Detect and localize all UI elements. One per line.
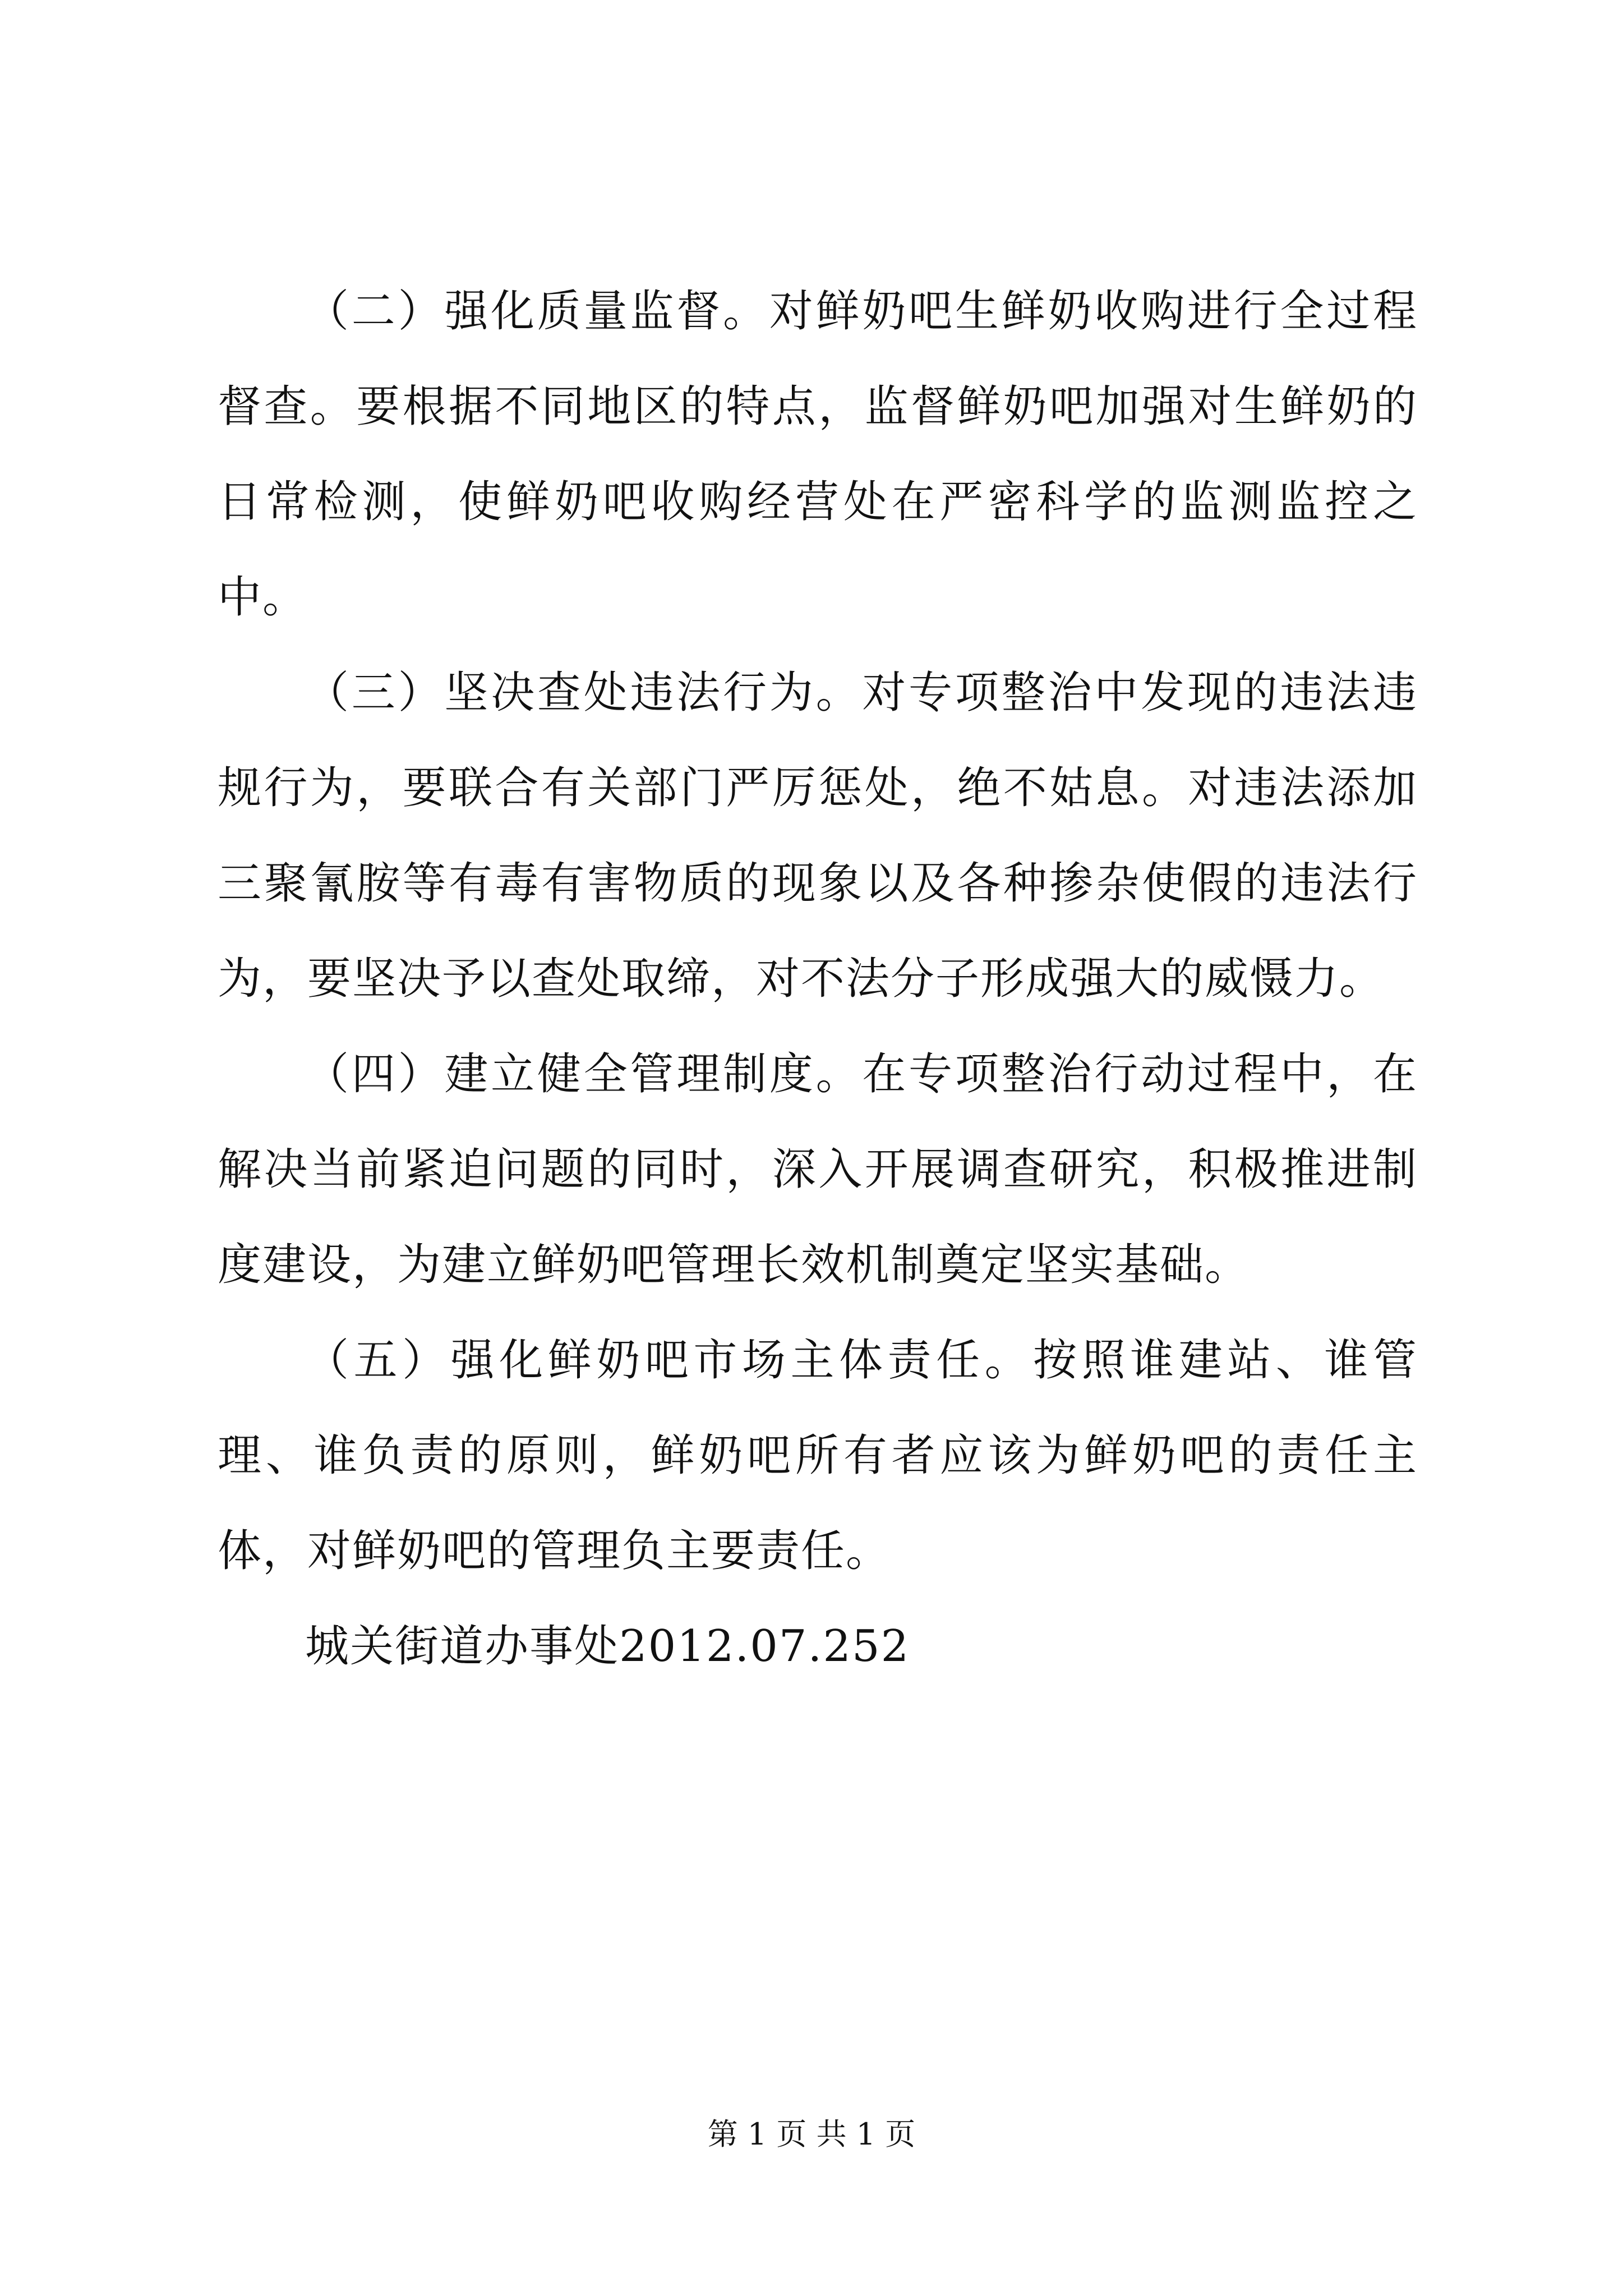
signature-line: 城关街道办事处2012.07.252 xyxy=(305,1621,910,1672)
paragraph-management-system: （四）建立健全管理制度。在专项整治行动过程中，在解决当前紧迫问题的同时，深入开展调查研究，积极推进制度建设，为建立鲜奶吧管理长效机制奠定坚实基础。 xyxy=(218,1049,1418,1290)
paragraph-market-responsibility: （五）强化鲜奶吧市场主体责任。按照谁建站、谁管理、谁负责的原则，鲜奶吧所有者应该为鲜奶吧的责任主体，对鲜奶吧的管理负主要责任。 xyxy=(218,1335,1418,1576)
document-body xyxy=(218,264,1418,1694)
page-footer: 第 1 页 共 1 页 xyxy=(707,2116,916,2152)
paragraph-quality-supervision: （二）强化质量监督。对鲜奶吧生鲜奶收购进行全过程督查。要根据不同地区的特点，监督鲜奶吧加强对生鲜奶的日常检测，使鲜奶吧收购经营处在严密科学的监测监控之中。 xyxy=(218,286,1418,623)
paragraph-illegal-behavior: （三）坚决查处违法行为。对专项整治中发现的违法违规行为，要联合有关部门严厉惩处，绝不姑息。对违法添加三聚氰胺等有毒有害物质的现象以及各种掺杂使假的违法行为，要坚决予以查处取缔，对不法分子形成强大的威慑力。 xyxy=(218,668,1418,1004)
